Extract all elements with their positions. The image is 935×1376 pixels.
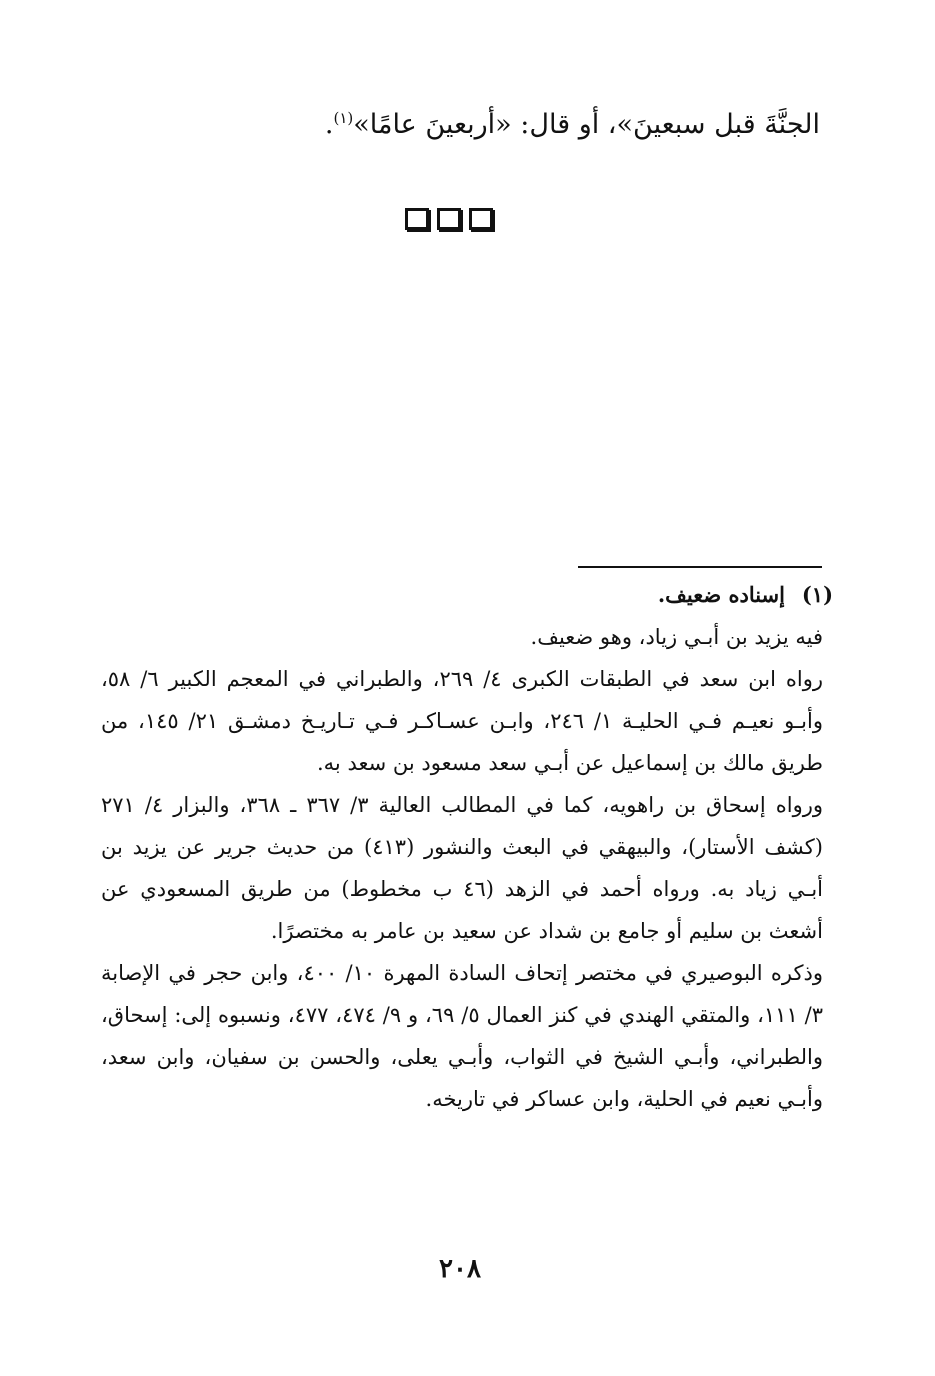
footnote-title: إسناده ضعيف. <box>657 582 785 607</box>
footnote-paragraph: وذكره البوصيري في مختصر إتحاف السادة المهرة ١٠/ ٤٠٠، وابن حجر في الإصابة ٣/ ١١١، والمتقي الهندي في كنز العمال ٥/ ٦٩، و ٩/ ٤٧٤، ٤٧٧، ونسبوه إلى: إسحاق، والطبراني، وأبـي الشيخ في الثواب، وأبـي يعلى، والحسن بن سفيان، وابن سعد، وأبـي نعيم في الحلية، وابن عساكر في تاريخه. <box>101 961 823 1111</box>
footnote-number: (١) <box>801 582 833 607</box>
separator-square-icon <box>405 208 429 230</box>
main-text: الجنَّةَ قبل سبعينَ»، أو قال: «أربعينَ عامًا» <box>353 109 820 140</box>
main-text-line <box>100 100 820 150</box>
section-separator <box>405 208 520 238</box>
footnote-heading <box>101 574 833 616</box>
separator-square-icon <box>469 208 493 230</box>
footnote-paragraph: فيه يزيد بن أبـي زياد، وهو ضعيف. <box>530 625 823 649</box>
footnote-paragraph: رواه ابن سعد في الطبقات الكبرى ٤/ ٢٦٩، والطبراني في المعجم الكبير ٦/ ٥٨، وأبـو نعيـم فـي الحليـة ١/ ٢٤٦، وابـن عسـاكـر فـي تـاريـخ دمشـق ٢١/ ١٤٥، من طريق مالك بن إسماعيل عن أبـي سعد مسعود بن سعد به. <box>101 667 823 775</box>
page-number: ٢٠٨ <box>439 1254 481 1284</box>
footnote-paragraph: ورواه إسحاق بن راهويه، كما في المطالب العالية ٣/ ٣٦٧ ـ ٣٦٨، والبزار ٤/ ٢٧١ (كشف الأستار)، والبيهقي في البعث والنشور (٤١٣) من حديث جرير عن يزيد بن أبـي زياد به. ورواه أحمد في الزهد (٤٦ ب مخطوط) من طريق المسعودي عن أشعث بن سليم أو جامع بن شداد عن سعيد بن عامر به مختصرًا. <box>101 793 823 943</box>
footnote-reference[interactable]: (١) <box>333 109 354 127</box>
footnote-divider <box>578 566 822 568</box>
footnote-block <box>101 574 833 1120</box>
main-text-end: . <box>324 109 334 140</box>
separator-square-icon <box>437 208 461 230</box>
